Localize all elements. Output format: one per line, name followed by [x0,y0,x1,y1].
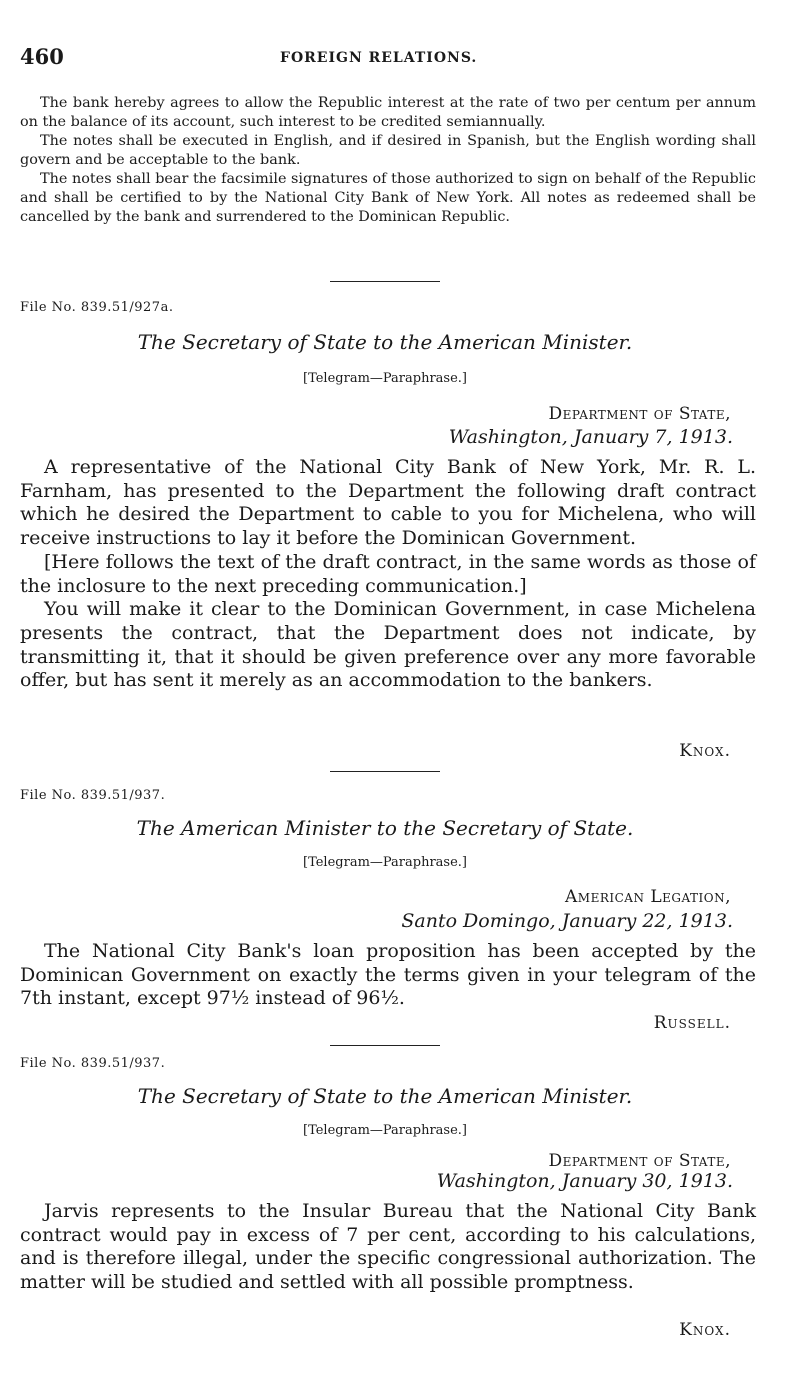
telegram-note: [Telegram—Paraphrase.] [303,855,467,870]
paragraph: The notes shall be executed in English, and if desired in Spanish, but the English wording shall govern and be acceptable to the bank. [20,133,756,168]
signature: Knox. [679,741,731,761]
document-title: The Secretary of State to the American Minister. [137,1084,633,1108]
paragraph: The notes shall bear the facsimile signatures of those authorized to sign on behalf of the Republic and shall be certified to by the National City Bank of New York. All notes as redeemed shall be cancelled by the bank and surrendered to the Dominican Republic. [20,171,756,225]
continuation-text [20,94,756,227]
signature: Russell. [653,1013,731,1033]
place-date: Santo Domingo, January 22, 1913. [401,910,733,932]
separator-rule [330,771,440,772]
document-body [20,940,756,1011]
file-number: File No. 839.51/927a. [20,300,174,315]
sender-office: Department of State, [548,1151,731,1171]
signature: Knox. [679,1320,731,1340]
place-date: Washington, January 30, 1913. [436,1170,733,1192]
document-body [20,456,756,693]
separator-rule [330,281,440,282]
document-body [20,1200,756,1295]
page-header [20,44,781,74]
telegram-note: [Telegram—Paraphrase.] [303,371,467,386]
file-number: File No. 839.51/937. [20,1056,166,1071]
file-number: File No. 839.51/937. [20,788,166,803]
paragraph: You will make it clear to the Dominican Government, in case Michelena presents the contract, that the Department does not indicate, by transmitting it, that it should be given preference over any more favorable offer, but has sent it merely as an accommodation to the bankers. [20,598,756,692]
page-number: 460 [20,44,64,69]
paragraph: [Here follows the text of the draft contract, in the same words as those of the inclosure to the next preceding communication.] [20,550,756,597]
paragraph: The bank hereby agrees to allow the Republic interest at the rate of two per centum per annum on the balance of its account, such interest to be credited semiannually. [20,95,756,130]
running-title: FOREIGN RELATIONS. [280,50,478,66]
telegram-note: [Telegram—Paraphrase.] [303,1123,467,1138]
sender-office: Department of State, [548,404,731,424]
sender-office: American Legation, [565,887,731,907]
paragraph: A representative of the National City Bank of New York, Mr. R. L. Farnham, has presented to the Department the following draft contract which he desired the Department to cable to you for Michelena, who will receive instructions to lay it before the Dominican Government. [20,456,756,550]
paragraph: The National City Bank's loan proposition has been accepted by the Dominican Government on exactly the terms given in your telegram of the 7th instant, except 97½ instead of 96½. [20,940,756,1010]
place-date: Washington, January 7, 1913. [448,426,733,448]
document-title: The Secretary of State to the American Minister. [137,330,633,354]
document-title: The American Minister to the Secretary of State. [136,816,634,840]
paragraph: Jarvis represents to the Insular Bureau that the National City Bank contract would pay in excess of 7 per cent, according to his calculations, and is therefore illegal, under the specific congressional authorization. The matter will be studied and settled with all possible promptness. [20,1200,756,1294]
separator-rule [330,1045,440,1046]
